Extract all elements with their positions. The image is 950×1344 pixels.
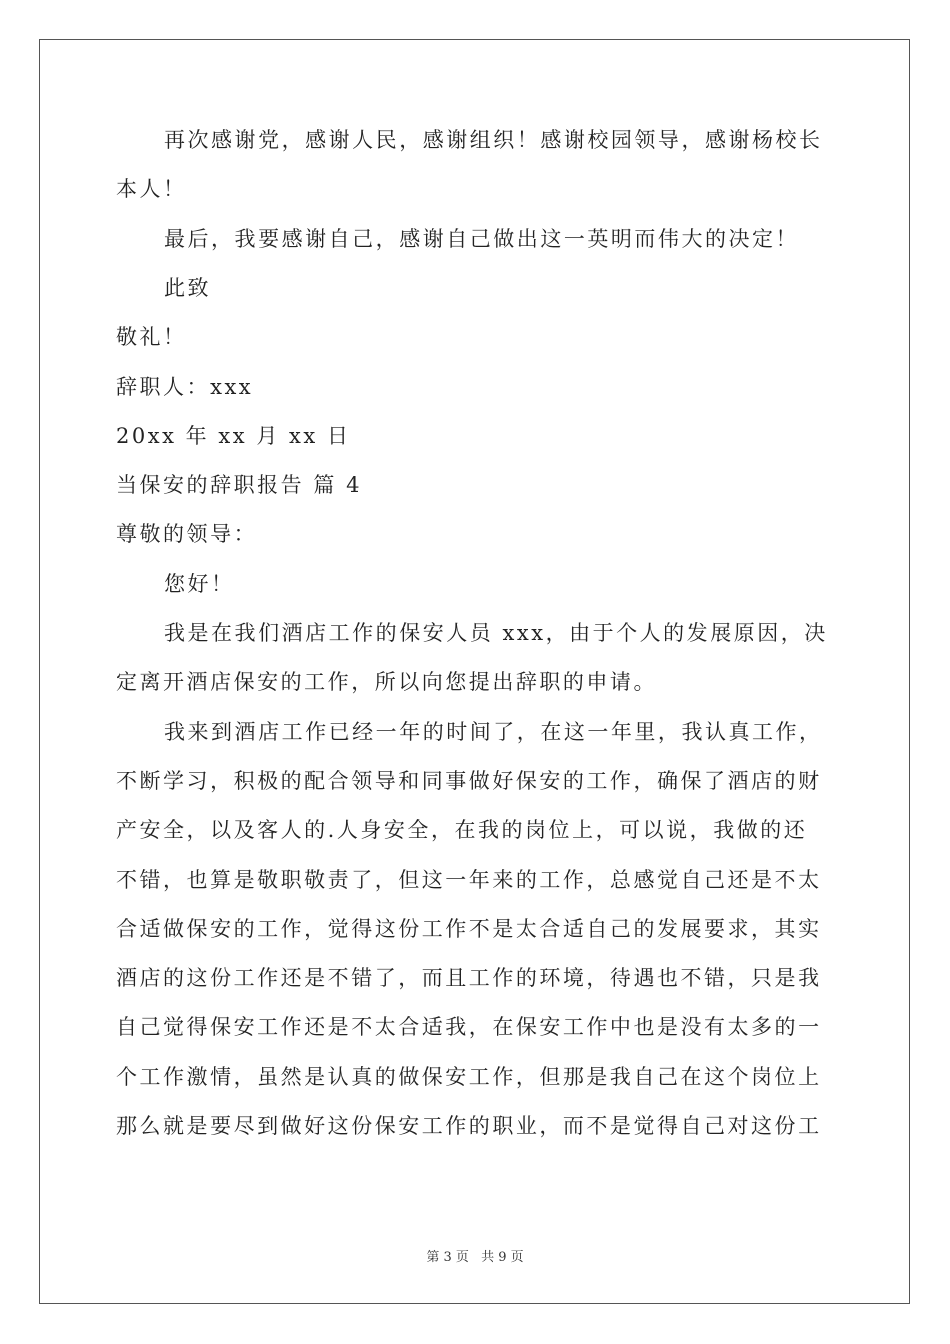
paragraph-line: 定离开酒店保安的工作，所以向您提出辞职的申请。 <box>116 670 657 695</box>
paragraph-line: 再次感谢党，感谢人民，感谢组织！感谢校园领导，感谢杨校长 <box>164 128 823 152</box>
signature-line: 辞职人：xxx <box>116 374 254 399</box>
closing-salutation: 此致 <box>164 275 212 300</box>
paragraph-line: 本人！ <box>116 177 187 202</box>
paragraph-line: 自己觉得保安工作还是不太合适我，在保安工作中也是没有太多的一 <box>116 1015 822 1040</box>
paragraph-line: 不错，也算是敬职敬责了，但这一年来的工作，总感觉自己还是不太 <box>116 867 822 892</box>
paragraph-line: 那么就是要尽到做好这份保安工作的职业，而不是觉得自己对这份工 <box>116 1114 822 1138</box>
closing-regards: 敬礼！ <box>116 325 187 350</box>
greeting-line: 您好！ <box>164 571 235 596</box>
paragraph-line: 不断学习，积极的配合领导和同事做好保安的工作，确保了酒店的财 <box>116 768 822 793</box>
paragraph-line: 我来到酒店工作已经一年的时间了，在这一年里，我认真工作， <box>164 719 823 744</box>
paragraph-line: 最后，我要感谢自己，感谢自己做出这一英明而伟大的决定！ <box>164 226 800 251</box>
addressee-line: 尊敬的领导： <box>116 522 258 547</box>
paragraph-line: 个工作激情，虽然是认真的做保安工作，但那是我自己在这个岗位上 <box>116 1064 822 1089</box>
date-line: 20xx 年 xx 月 xx 日 <box>116 423 351 448</box>
paragraph-line: 酒店的这份工作还是不错了，而且工作的环境，待遇也不错，只是我 <box>116 966 822 991</box>
page-number: 第 3 页 <box>426 1250 469 1265</box>
paragraph-line: 我是在我们酒店工作的保安人员 xxx，由于个人的发展原因，决 <box>164 621 828 645</box>
paragraph-line: 产安全，以及客人的.人身安全，在我的岗位上，可以说，我做的还 <box>116 818 808 843</box>
section-heading: 当保安的辞职报告 篇 4 <box>116 473 362 498</box>
paragraph-line: 合适做保安的工作，觉得这份工作不是太合适自己的发展要求，其实 <box>116 916 822 941</box>
page-total: 共 9 页 <box>481 1250 524 1265</box>
page-footer <box>0 1246 950 1265</box>
